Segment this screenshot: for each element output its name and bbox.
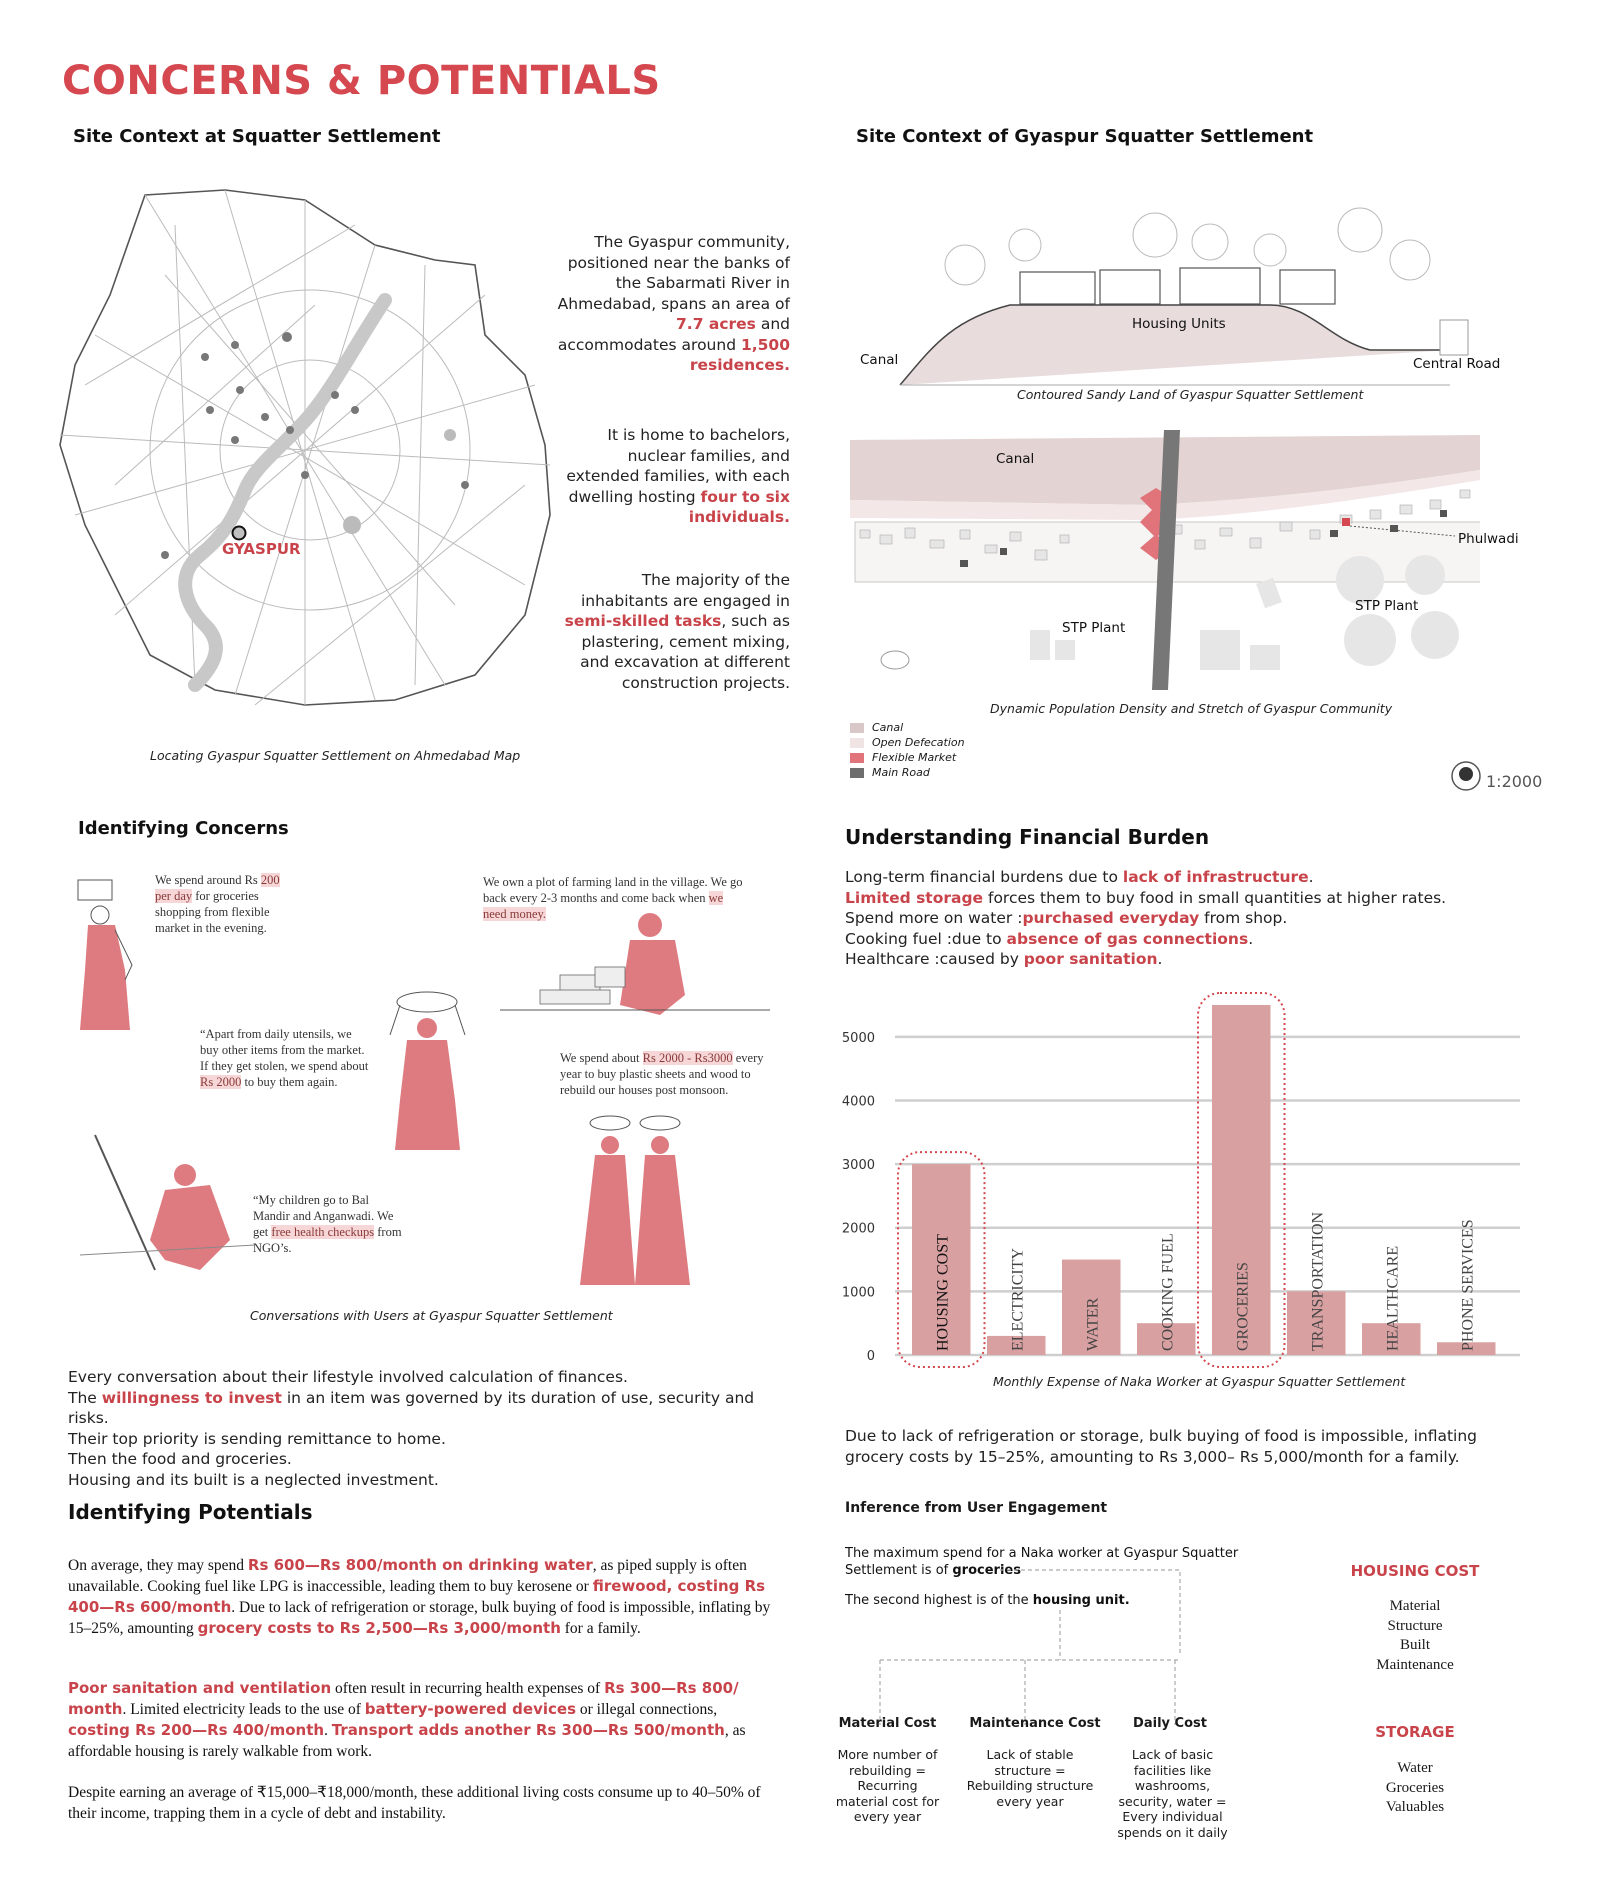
quote-3: “Apart from daily utensils, we buy other items from the market. If they get stolen, we spend about Rs 2000 to buy them again. (200, 1027, 369, 1089)
section-label-canal: Canal (860, 352, 899, 368)
housing-cost-list: Material Structure Built Maintenance (1376, 1598, 1454, 1673)
plan-caption: Dynamic Population Density and Stretch of Gyaspur Community (990, 701, 1393, 716)
figure-man-crouching-icon (80, 1130, 255, 1280)
map-caption: Locating Gyaspur Squatter Settlement on Ahmedabad Map (150, 748, 521, 763)
legend-item-canal: Canal (850, 720, 965, 735)
material-cost-body: More number of rebuilding = Recurring material cost for every year (835, 1747, 940, 1824)
housing-cost-title: HOUSING COST (1350, 1562, 1480, 1580)
north-arrow-icon (1449, 759, 1483, 793)
x-category-label: GROCERIES (1234, 1262, 1252, 1351)
inference-statement-1: The maximum spend for a Naka worker at Gyaspur Squatter Settlement is of groceries (845, 1546, 1239, 1578)
x-category-label: COOKING FUEL (1159, 1233, 1177, 1351)
legend-item-main-road: Main Road (850, 765, 965, 780)
inference-statement-2: The second highest is of the housing unit. (845, 1593, 1130, 1608)
y-tick-label: 5000 (841, 1030, 875, 1046)
page-title: CONCERNS & POTENTIALS (62, 58, 661, 104)
material-cost-title: Material Cost (838, 1716, 937, 1731)
section-caption: Contoured Sandy Land of Gyaspur Squatter Settlement (1017, 387, 1364, 402)
figure-two-women-icon (570, 1115, 700, 1290)
potentials-para-3: Despite earning an average of ₹15,000–₹18,000/month, these additional living costs consume up to 40–50% of their income, trapping them in a cycle of debt and instability. (68, 1784, 761, 1822)
x-category-label: PHONE SERVICES (1459, 1219, 1477, 1351)
x-category-label: ELECTRICITY (1009, 1247, 1027, 1351)
storage-list: Water Groceries Valuables (1385, 1760, 1445, 1815)
plan-label-canal: Canal (996, 451, 1035, 467)
section-label-housing: Housing Units (1132, 316, 1226, 332)
site-para-2: It is home to bachelors, nuclear families, and extended families, with each dwelling hosting four to six individuals. (566, 426, 790, 526)
concerns-summary: Every conversation about their lifestyle involved calculation of finances. The willingness to invest in an item was governed by its duration of use, security and risks. Their top priority is sending remittance to home. Then the food and groceries. Housing and its built is a neglected investment. (68, 1368, 755, 1489)
plan-legend (850, 720, 965, 780)
site-context-heading: Site Context at Squatter Settlement (73, 126, 441, 147)
scale-label: 1:2000 (1486, 772, 1543, 791)
quote-5: “My children go to Bal Mandir and Anganwadi. We get free health checkups from NGO’s. (253, 1193, 402, 1255)
maintenance-cost-body: Lack of stable structure = Rebuilding structure every year (966, 1747, 1094, 1809)
y-tick-label: 2000 (841, 1221, 875, 1237)
figure-man-working-icon (500, 905, 770, 1025)
x-category-label: TRANSPORTATION (1309, 1211, 1327, 1351)
gyaspur-map-label: GYASPUR (222, 540, 301, 558)
site-plan (850, 430, 1480, 700)
maintenance-cost-title: Maintenance Cost (969, 1716, 1101, 1731)
plan-label-stp-1: STP Plant (1062, 620, 1126, 636)
plan-label-phulwadi: Phulwadi (1458, 531, 1519, 547)
legend-item-open-defecation: Open Defecation (850, 735, 965, 750)
financial-heading: Understanding Financial Burden (845, 825, 1210, 849)
concerns-caption: Conversations with Users at Gyaspur Squatter Settlement (250, 1308, 613, 1323)
site-para-1: The Gyaspur community, positioned near the banks of the Sabarmati River in Ahmedabad, spans an area of 7.7 acres and accommodates around 1,500 residences. (557, 233, 790, 374)
daily-cost-body: Lack of basic facilities like washrooms, security, water = Every individual spends on it daily (1117, 1747, 1228, 1840)
potentials-para-1: On average, they may spend Rs 600—Rs 800/month on drinking water, as piped supply is often unavailable. Cooking fuel like LPG is inaccessible, leading them to buy kerosene or firewood, costing Rs 400—Rs 600/month. Due to lack of refrigeration or storage, bulk buying of food is impossible, inflating by 15–25%, amounting grocery costs to Rs 2,500—Rs 3,000/month for a family. (68, 1556, 771, 1637)
expense-bar-chart (830, 990, 1530, 1380)
y-tick-label: 4000 (841, 1094, 875, 1110)
section-drawing (850, 200, 1490, 390)
y-tick-label: 0 (866, 1349, 875, 1364)
site-para-3: The majority of the inhabitants are engaged in semi-skilled tasks, such as plastering, cement mixing, and excavation at different construction projects. (564, 571, 790, 692)
chart-caption: Monthly Expense of Naka Worker at Gyaspur Squatter Settlement (993, 1374, 1406, 1389)
quote-2: We own a plot of farming land in the village. We go back every 2-3 months and come back when we need money. (483, 875, 743, 921)
ahmedabad-map (55, 185, 555, 710)
potentials-heading: Identifying Potentials (68, 1500, 313, 1524)
y-tick-label: 1000 (841, 1285, 875, 1301)
storage-title: STORAGE (1375, 1723, 1455, 1741)
figure-woman-carrying-icon (70, 870, 160, 1035)
potentials-para-2: Poor sanitation and ventilation often result in recurring health expenses of Rs 300—Rs 800/ month. Limited electricity leads to the use of battery-powered devices or illegal connections, costing Rs 200—Rs 400/month. Transport adds another Rs 300—Rs 500/month, as affordable housing is rarely walkable from work. (68, 1679, 746, 1760)
inference-connector-lines (870, 1565, 1190, 1730)
daily-cost-title: Daily Cost (1133, 1716, 1207, 1731)
quote-4: We spend about Rs 2000 - Rs3000 every year to buy plastic sheets and wood to rebuild our houses post monsoon. (560, 1051, 764, 1097)
legend-item-flexible-market: Flexible Market (850, 750, 965, 765)
y-tick-label: 3000 (841, 1158, 875, 1174)
financial-after-chart: Due to lack of refrigeration or storage, bulk buying of food is impossible, inflating grocery costs by 15–25%, amounting to Rs 3,000– Rs 5,000/month for a family. (845, 1427, 1478, 1466)
concerns-heading: Identifying Concerns (78, 818, 289, 839)
quote-1: We spend around Rs 200 per day for groceries shopping from flexible market in the evening. (155, 873, 280, 935)
financial-list: Long-term financial burdens due to lack of infrastructure. Limited storage forces them to buy food in small quantities at higher rates. Spend more on water :purchased everyday from shop. Cooking fuel :due to absence of gas connections. Healthcare :caused by poor sanitation. (845, 868, 1447, 968)
plan-label-stp-2: STP Plant (1355, 598, 1419, 614)
inference-heading: Inference from User Engagement (845, 1500, 1108, 1516)
gyaspur-context-heading: Site Context of Gyaspur Squatter Settlement (856, 126, 1314, 147)
x-category-label: HOUSING COST (934, 1234, 952, 1351)
figure-woman-basket-icon (375, 990, 480, 1155)
section-label-road: Central Road (1413, 356, 1501, 372)
x-category-label: HEALTHCARE (1384, 1245, 1402, 1351)
x-category-label: WATER (1084, 1297, 1102, 1351)
